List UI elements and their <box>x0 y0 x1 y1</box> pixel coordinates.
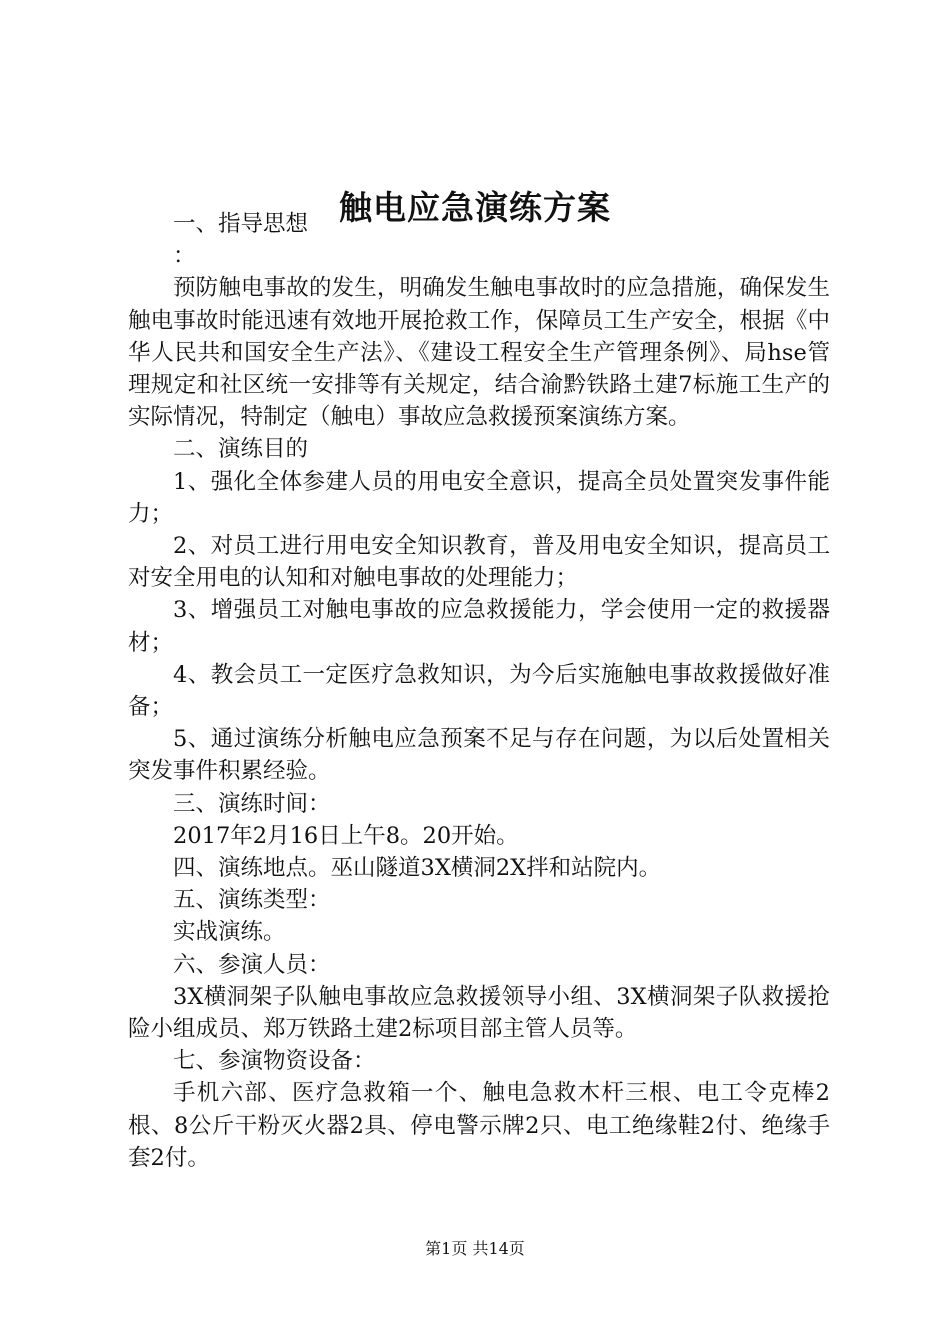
heading-drill-type: 五、演练类型： <box>173 887 331 914</box>
document-title: 触电应急演练方案 <box>339 188 611 227</box>
objective-item-3: 3、增强员工对触电事故的应急救援能力，学会使用一定的救援器材； <box>128 597 830 656</box>
heading-participants: 六、参演人员： <box>173 951 331 978</box>
heading-drill-location: 四、演练地点。巫山隧道3X横洞2X拌和站院内。 <box>173 855 662 882</box>
document-body <box>128 208 830 1174</box>
drill-time-value: 2017年2月16日上午8。20开始。 <box>173 822 519 849</box>
paragraph-purpose: 预防触电事故的发生，明确发生触电事故时的应急措施，确保发生触电事故时能迅速有效地开展抢救工作，保障员工生产安全，根据《中华人民共和国安全生产法》、《建设工程安全生产管理条例》、局hse管理规定和社区统一安排等有关规定，结合渝黔铁路土建7标施工生产的实际情况，特制定（触电）事故应急救援预案演练方案。 <box>128 275 830 431</box>
equipment-value: 手机六部、医疗急救箱一个、触电急救木杆三根、电工令克棒2根、8公斤干粉灭火器2具、停电警示牌2只、电工绝缘鞋2付、绝缘手套2付。 <box>128 1080 830 1171</box>
heading-drill-objectives: 二、演练目的 <box>173 436 309 463</box>
objective-item-2: 2、对员工进行用电安全知识教育，普及用电安全知识，提高员工对安全用电的认知和对触电事故的处理能力； <box>128 533 830 592</box>
heading-guiding-ideology: 一、指导思想 <box>173 211 309 237</box>
participants-value: 3X横洞架子队触电事故应急救援领导小组、3X横洞架子队救援抢险小组成员、郑万铁路土建2标项目部主管人员等。 <box>128 983 830 1043</box>
heading-equipment: 七、参演物资设备： <box>173 1048 376 1075</box>
objective-item-1: 1、强化全体参建人员的用电安全意识，提高全员处置突发事件能力； <box>128 468 830 527</box>
drill-type-value: 实战演练。 <box>173 919 286 946</box>
heading-drill-time: 三、演练时间： <box>173 790 331 817</box>
objective-item-4: 4、教会员工一定医疗急救知识，为今后实施触电事故救援做好准备； <box>128 661 830 721</box>
page-footer: 第1页 共14页 <box>425 1239 525 1258</box>
colon-line: ： <box>173 243 196 270</box>
objective-item-5: 5、通过演练分析触电应急预案不足与存在问题，为以后处置相关突发事件积累经验。 <box>128 726 830 785</box>
